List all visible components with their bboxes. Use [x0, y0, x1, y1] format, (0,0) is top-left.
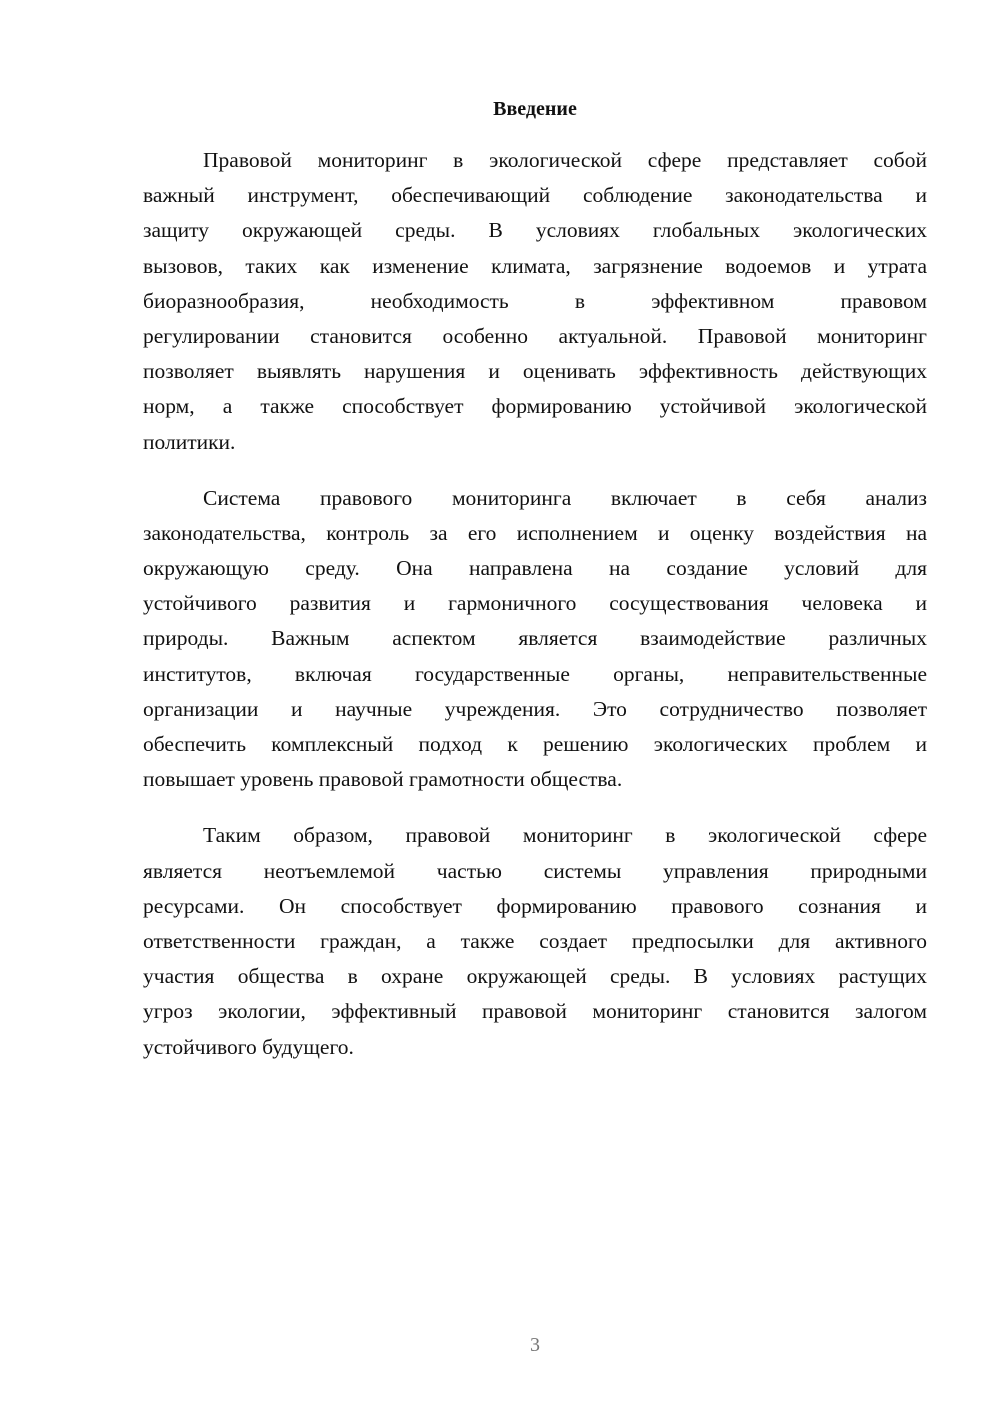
text-line: защиту окружающей среды. В условиях глобальных экологических — [143, 218, 927, 243]
text-line: устойчивого развития и гармоничного сосуществования человека и — [143, 591, 927, 616]
text-line: участия общества в охране окружающей среды. В условиях растущих — [143, 964, 927, 989]
text-line: устойчивого будущего. — [143, 1034, 354, 1059]
text-line: ресурсами. Он способствует формированию правового сознания и — [143, 893, 927, 918]
text-line: важный инструмент, обеспечивающий соблюдение законодательства и — [143, 183, 927, 208]
text-line: ответственности граждан, а также создает предпосылки для активного — [143, 928, 927, 953]
text-line: Таким образом, правовой мониторинг в экологической сфере — [203, 823, 927, 848]
text-line: институтов, включая государственные органы, неправительственные — [143, 661, 927, 686]
text-line: окружающую среду. Она направлена на создание условий для — [143, 556, 927, 581]
text-line: политики. — [143, 429, 236, 454]
text-line: природы. Важным аспектом является взаимодействие различных — [143, 626, 927, 651]
paragraph — [143, 818, 927, 1064]
text-line: организации и научные учреждения. Это сотрудничество позволяет — [143, 696, 927, 721]
text-line: регулировании становится особенно актуальной. Правовой мониторинг — [143, 323, 927, 348]
page-number: 3 — [530, 1334, 540, 1356]
text-line: повышает уровень правовой грамотности общества. — [143, 767, 623, 792]
document-body — [143, 143, 927, 1086]
text-line: обеспечить комплексный подход к решению экологических проблем и — [143, 732, 927, 756]
text-line: норм, а также способствует формированию устойчивой экологической — [143, 394, 927, 419]
text-line: Система правового мониторинга включает в себя анализ — [203, 485, 927, 510]
page-title: Введение — [493, 98, 577, 120]
text-line: законодательства, контроль за его исполнением и оценку воздействия на — [143, 520, 927, 545]
text-line: позволяет выявлять нарушения и оценивать эффективность действующих — [143, 359, 927, 384]
paragraph — [143, 143, 927, 460]
text-line: угроз экологии, эффективный правовой мониторинг становится залогом — [143, 999, 927, 1024]
text-line: является неотъемлемой частью системы управления природными — [143, 858, 927, 883]
paragraph — [143, 481, 927, 798]
text-line: Правовой мониторинг в экологической сфере представляет собой — [203, 148, 927, 172]
text-line: вызовов, таких как изменение климата, загрязнение водоемов и утрата — [143, 253, 927, 278]
text-line: биоразнообразия, необходимость в эффективном правовом — [143, 288, 927, 313]
